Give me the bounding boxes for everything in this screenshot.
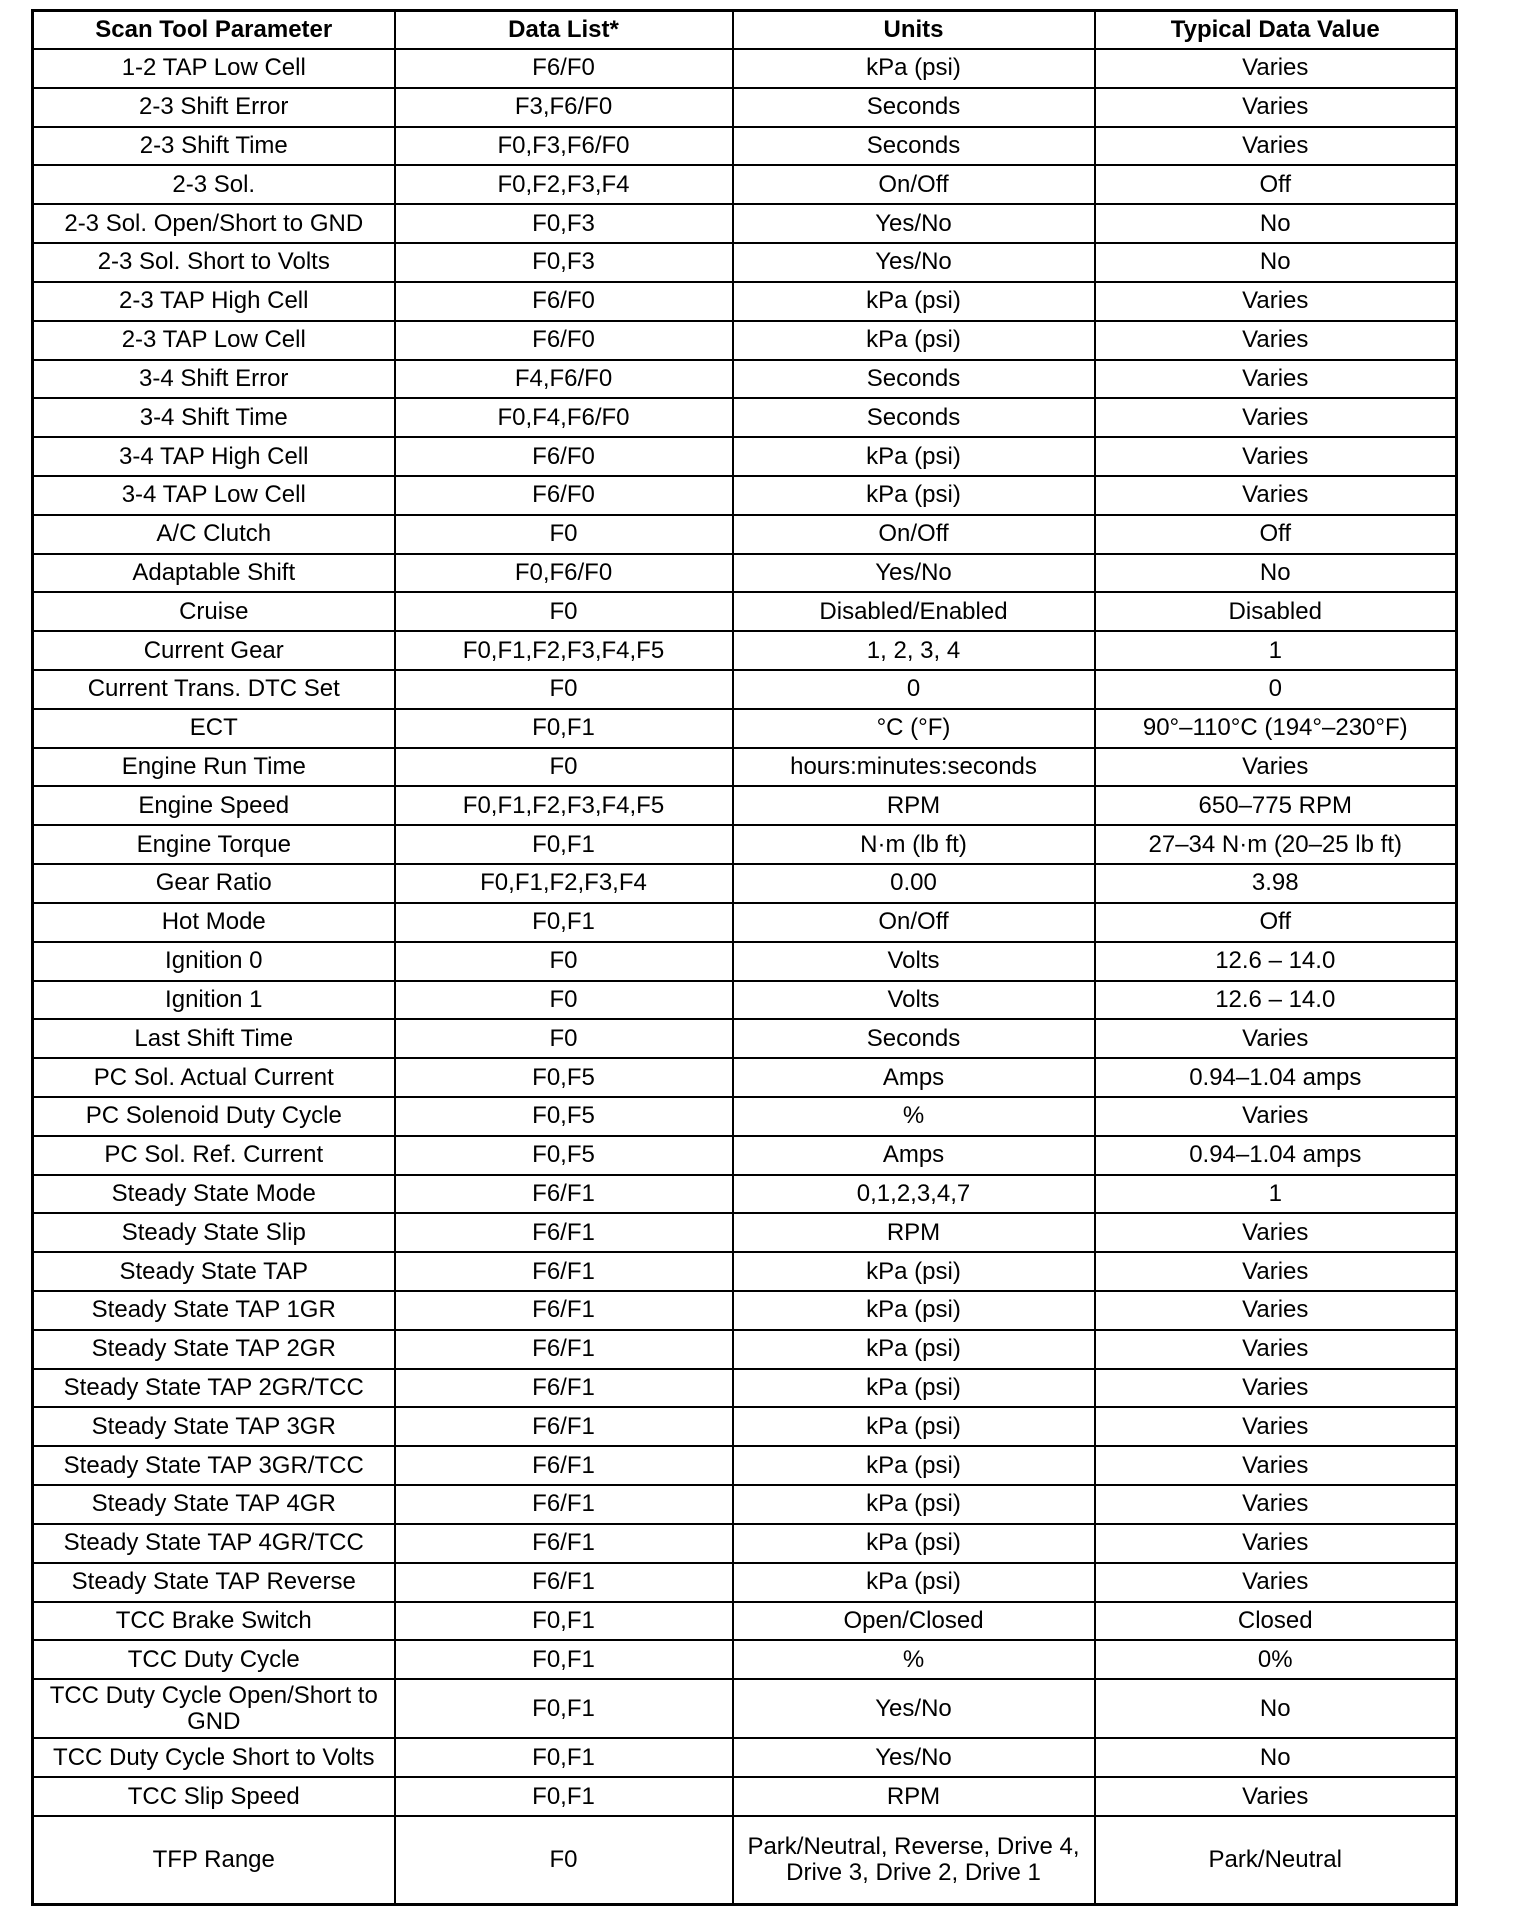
data-list-cell: F6/F1	[395, 1252, 733, 1291]
units-cell: Open/Closed	[733, 1602, 1095, 1641]
units-cell: Seconds	[733, 398, 1095, 437]
parameter-cell: 3-4 TAP High Cell	[33, 437, 395, 476]
table-row	[33, 1640, 1457, 1679]
typical-value-cell: No	[1095, 554, 1457, 593]
table-row	[33, 1446, 1457, 1485]
table-row	[33, 49, 1457, 88]
typical-value-cell: Off	[1095, 165, 1457, 204]
typical-value-cell: Varies	[1095, 1563, 1457, 1602]
parameter-cell: 3-4 TAP Low Cell	[33, 476, 395, 515]
parameter-cell: 2-3 Shift Time	[33, 127, 395, 166]
parameter-cell: A/C Clutch	[33, 515, 395, 554]
table-row	[33, 165, 1457, 204]
units-cell: On/Off	[733, 903, 1095, 942]
data-list-cell: F6/F1	[395, 1291, 733, 1330]
units-cell: Seconds	[733, 88, 1095, 127]
scan-tool-parameter-table	[31, 9, 1458, 1906]
data-list-cell: F0,F3,F6/F0	[395, 127, 733, 166]
parameter-cell: 2-3 TAP Low Cell	[33, 321, 395, 360]
table-row	[33, 631, 1457, 670]
typical-value-cell: Varies	[1095, 1019, 1457, 1058]
parameter-cell: PC Solenoid Duty Cycle	[33, 1097, 395, 1136]
parameter-cell: Last Shift Time	[33, 1019, 395, 1058]
parameter-cell: Engine Torque	[33, 825, 395, 864]
header-typical-data-value: Typical Data Value	[1095, 11, 1457, 50]
parameter-cell: ECT	[33, 709, 395, 748]
units-cell: Volts	[733, 942, 1095, 981]
table-row	[33, 1524, 1457, 1563]
data-list-cell: F6/F1	[395, 1213, 733, 1252]
parameter-table-sheet	[31, 9, 1455, 1906]
parameter-cell: Adaptable Shift	[33, 554, 395, 593]
typical-value-cell: Varies	[1095, 1097, 1457, 1136]
units-cell: %	[733, 1097, 1095, 1136]
units-cell: Amps	[733, 1058, 1095, 1097]
data-list-cell: F0,F1	[395, 1640, 733, 1679]
units-cell: %	[733, 1640, 1095, 1679]
typical-value-cell: No	[1095, 243, 1457, 282]
data-list-cell: F0	[395, 670, 733, 709]
typical-value-cell: Varies	[1095, 398, 1457, 437]
table-row	[33, 1213, 1457, 1252]
units-cell: kPa (psi)	[733, 282, 1095, 321]
units-cell: N·m (lb ft)	[733, 825, 1095, 864]
typical-value-cell: 3.98	[1095, 864, 1457, 903]
parameter-cell: Engine Run Time	[33, 748, 395, 787]
data-list-cell: F0	[395, 515, 733, 554]
data-list-cell: F0,F1,F2,F3,F4	[395, 864, 733, 903]
typical-value-cell: 0.94–1.04 amps	[1095, 1058, 1457, 1097]
table-row	[33, 709, 1457, 748]
data-list-cell: F0	[395, 1816, 733, 1905]
parameter-cell: Steady State TAP 3GR/TCC	[33, 1446, 395, 1485]
typical-value-cell: Varies	[1095, 127, 1457, 166]
table-row	[33, 1816, 1457, 1905]
data-list-cell: F0,F6/F0	[395, 554, 733, 593]
parameter-cell: Steady State TAP Reverse	[33, 1563, 395, 1602]
table-header-row	[33, 11, 1457, 50]
typical-value-cell: Varies	[1095, 49, 1457, 88]
table-row	[33, 360, 1457, 399]
data-list-cell: F0	[395, 942, 733, 981]
table-row	[33, 1407, 1457, 1446]
units-cell: kPa (psi)	[733, 1446, 1095, 1485]
units-cell: On/Off	[733, 515, 1095, 554]
data-list-cell: F6/F1	[395, 1330, 733, 1369]
data-list-cell: F6/F1	[395, 1563, 733, 1602]
data-list-cell: F3,F6/F0	[395, 88, 733, 127]
data-list-cell: F0,F2,F3,F4	[395, 165, 733, 204]
table-row	[33, 1679, 1457, 1738]
units-cell: kPa (psi)	[733, 1330, 1095, 1369]
parameter-cell: Current Gear	[33, 631, 395, 670]
data-list-cell: F6/F1	[395, 1446, 733, 1485]
parameter-cell: Steady State TAP 4GR/TCC	[33, 1524, 395, 1563]
units-cell: 0.00	[733, 864, 1095, 903]
table-row	[33, 825, 1457, 864]
table-body	[33, 49, 1457, 1905]
table-row	[33, 1602, 1457, 1641]
units-cell: Seconds	[733, 1019, 1095, 1058]
units-cell: On/Off	[733, 165, 1095, 204]
data-list-cell: F6/F0	[395, 321, 733, 360]
data-list-cell: F0,F1	[395, 1738, 733, 1777]
data-list-cell: F0	[395, 1019, 733, 1058]
parameter-cell: PC Sol. Actual Current	[33, 1058, 395, 1097]
typical-value-cell: Varies	[1095, 282, 1457, 321]
typical-value-cell: Closed	[1095, 1602, 1457, 1641]
header-scan-tool-parameter: Scan Tool Parameter	[33, 11, 395, 50]
parameter-cell: Steady State TAP	[33, 1252, 395, 1291]
parameter-cell: Engine Speed	[33, 786, 395, 825]
units-cell: 1, 2, 3, 4	[733, 631, 1095, 670]
table-row	[33, 592, 1457, 631]
typical-value-cell: 0%	[1095, 1640, 1457, 1679]
table-row	[33, 670, 1457, 709]
data-list-cell: F6/F1	[395, 1407, 733, 1446]
units-cell: hours:minutes:seconds	[733, 748, 1095, 787]
typical-value-cell: Off	[1095, 903, 1457, 942]
data-list-cell: F0,F3	[395, 204, 733, 243]
data-list-cell: F0	[395, 592, 733, 631]
units-cell: 0	[733, 670, 1095, 709]
table-row	[33, 786, 1457, 825]
parameter-cell: PC Sol. Ref. Current	[33, 1136, 395, 1175]
parameter-cell: Gear Ratio	[33, 864, 395, 903]
units-cell: kPa (psi)	[733, 1252, 1095, 1291]
units-cell: kPa (psi)	[733, 1524, 1095, 1563]
parameter-cell: 2-3 TAP High Cell	[33, 282, 395, 321]
typical-value-cell: 650–775 RPM	[1095, 786, 1457, 825]
data-list-cell: F0,F5	[395, 1097, 733, 1136]
table-row	[33, 243, 1457, 282]
header-units: Units	[733, 11, 1095, 50]
table-row	[33, 476, 1457, 515]
typical-value-cell: Varies	[1095, 1252, 1457, 1291]
typical-value-cell: 1	[1095, 631, 1457, 670]
data-list-cell: F4,F6/F0	[395, 360, 733, 399]
parameter-cell: Steady State Slip	[33, 1213, 395, 1252]
table-row	[33, 942, 1457, 981]
parameter-cell: 2-3 Shift Error	[33, 88, 395, 127]
table-row	[33, 981, 1457, 1020]
parameter-cell: TCC Duty Cycle	[33, 1640, 395, 1679]
parameter-cell: Ignition 1	[33, 981, 395, 1020]
units-cell: RPM	[733, 1777, 1095, 1816]
typical-value-cell: Varies	[1095, 748, 1457, 787]
typical-value-cell: Varies	[1095, 88, 1457, 127]
parameter-cell: TCC Brake Switch	[33, 1602, 395, 1641]
data-list-cell: F6/F0	[395, 437, 733, 476]
units-cell: kPa (psi)	[733, 321, 1095, 360]
table-row	[33, 1291, 1457, 1330]
typical-value-cell: Varies	[1095, 1777, 1457, 1816]
table-row	[33, 1058, 1457, 1097]
parameter-cell: Steady State TAP 1GR	[33, 1291, 395, 1330]
parameter-cell: Steady State TAP 3GR	[33, 1407, 395, 1446]
table-row	[33, 1252, 1457, 1291]
parameter-cell: Steady State TAP 2GR	[33, 1330, 395, 1369]
data-list-cell: F0,F1	[395, 1777, 733, 1816]
units-cell: Amps	[733, 1136, 1095, 1175]
typical-value-cell: Varies	[1095, 1369, 1457, 1408]
parameter-cell: 2-3 Sol. Short to Volts	[33, 243, 395, 282]
table-row	[33, 282, 1457, 321]
data-list-cell: F0,F1	[395, 825, 733, 864]
units-cell: Yes/No	[733, 243, 1095, 282]
units-cell: kPa (psi)	[733, 1563, 1095, 1602]
units-cell: Yes/No	[733, 204, 1095, 243]
units-cell: Park/Neutral, Reverse, Drive 4, Drive 3, Drive 2, Drive 1	[733, 1816, 1095, 1905]
units-cell: Seconds	[733, 360, 1095, 399]
units-cell: Yes/No	[733, 1679, 1095, 1738]
data-list-cell: F0,F1,F2,F3,F4,F5	[395, 631, 733, 670]
typical-value-cell: No	[1095, 204, 1457, 243]
units-cell: Seconds	[733, 127, 1095, 166]
data-list-cell: F0,F3	[395, 243, 733, 282]
table-row	[33, 554, 1457, 593]
typical-value-cell: Varies	[1095, 476, 1457, 515]
data-list-cell: F0,F1	[395, 709, 733, 748]
typical-value-cell: Varies	[1095, 1407, 1457, 1446]
units-cell: 0,1,2,3,4,7	[733, 1175, 1095, 1214]
typical-value-cell: 12.6 – 14.0	[1095, 942, 1457, 981]
units-cell: Yes/No	[733, 554, 1095, 593]
table-row	[33, 1136, 1457, 1175]
table-row	[33, 515, 1457, 554]
table-row	[33, 1738, 1457, 1777]
parameter-cell: Steady State TAP 4GR	[33, 1485, 395, 1524]
table-row	[33, 1097, 1457, 1136]
table-row	[33, 1563, 1457, 1602]
units-cell: kPa (psi)	[733, 1291, 1095, 1330]
data-list-cell: F0,F1	[395, 1679, 733, 1738]
typical-value-cell: Varies	[1095, 1213, 1457, 1252]
typical-value-cell: Varies	[1095, 1524, 1457, 1563]
parameter-cell: Steady State TAP 2GR/TCC	[33, 1369, 395, 1408]
typical-value-cell: Off	[1095, 515, 1457, 554]
table-row	[33, 1175, 1457, 1214]
typical-value-cell: 0.94–1.04 amps	[1095, 1136, 1457, 1175]
units-cell: Disabled/Enabled	[733, 592, 1095, 631]
units-cell: Yes/No	[733, 1738, 1095, 1777]
table-row	[33, 437, 1457, 476]
typical-value-cell: 90°–110°C (194°–230°F)	[1095, 709, 1457, 748]
typical-value-cell: No	[1095, 1738, 1457, 1777]
units-cell: RPM	[733, 1213, 1095, 1252]
typical-value-cell: Varies	[1095, 1485, 1457, 1524]
parameter-cell: TCC Duty Cycle Short to Volts	[33, 1738, 395, 1777]
table-row	[33, 1485, 1457, 1524]
table-row	[33, 864, 1457, 903]
units-cell: kPa (psi)	[733, 1407, 1095, 1446]
parameter-cell: TCC Duty Cycle Open/Short to GND	[33, 1679, 395, 1738]
table-row	[33, 1777, 1457, 1816]
units-cell: kPa (psi)	[733, 49, 1095, 88]
typical-value-cell: Varies	[1095, 1330, 1457, 1369]
units-cell: kPa (psi)	[733, 437, 1095, 476]
units-cell: Volts	[733, 981, 1095, 1020]
table-row	[33, 127, 1457, 166]
data-list-cell: F6/F1	[395, 1369, 733, 1408]
parameter-cell: TFP Range	[33, 1816, 395, 1905]
data-list-cell: F0,F4,F6/F0	[395, 398, 733, 437]
data-list-cell: F6/F1	[395, 1175, 733, 1214]
table-row	[33, 204, 1457, 243]
data-list-cell: F0	[395, 748, 733, 787]
typical-value-cell: 1	[1095, 1175, 1457, 1214]
data-list-cell: F0,F5	[395, 1136, 733, 1175]
table-row	[33, 1369, 1457, 1408]
parameter-cell: 2-3 Sol.	[33, 165, 395, 204]
data-list-cell: F6/F1	[395, 1485, 733, 1524]
data-list-cell: F0	[395, 981, 733, 1020]
table-row	[33, 321, 1457, 360]
typical-value-cell: 27–34 N·m (20–25 lb ft)	[1095, 825, 1457, 864]
typical-value-cell: Varies	[1095, 1446, 1457, 1485]
typical-value-cell: Park/Neutral	[1095, 1816, 1457, 1905]
data-list-cell: F6/F0	[395, 282, 733, 321]
parameter-cell: Cruise	[33, 592, 395, 631]
data-list-cell: F0,F1	[395, 903, 733, 942]
typical-value-cell: Varies	[1095, 437, 1457, 476]
typical-value-cell: Varies	[1095, 1291, 1457, 1330]
data-list-cell: F6/F1	[395, 1524, 733, 1563]
data-list-cell: F0,F1	[395, 1602, 733, 1641]
units-cell: kPa (psi)	[733, 1369, 1095, 1408]
typical-value-cell: Varies	[1095, 321, 1457, 360]
table-row	[33, 1019, 1457, 1058]
data-list-cell: F0,F5	[395, 1058, 733, 1097]
typical-value-cell: Varies	[1095, 360, 1457, 399]
typical-value-cell: Disabled	[1095, 592, 1457, 631]
data-list-cell: F0,F1,F2,F3,F4,F5	[395, 786, 733, 825]
parameter-cell: 3-4 Shift Time	[33, 398, 395, 437]
data-list-cell: F6/F0	[395, 49, 733, 88]
data-list-cell: F6/F0	[395, 476, 733, 515]
parameter-cell: 2-3 Sol. Open/Short to GND	[33, 204, 395, 243]
table-row	[33, 398, 1457, 437]
units-cell: kPa (psi)	[733, 476, 1095, 515]
table-row	[33, 748, 1457, 787]
typical-value-cell: No	[1095, 1679, 1457, 1738]
table-row	[33, 1330, 1457, 1369]
parameter-cell: Hot Mode	[33, 903, 395, 942]
header-data-list: Data List*	[395, 11, 733, 50]
parameter-cell: Steady State Mode	[33, 1175, 395, 1214]
parameter-cell: Current Trans. DTC Set	[33, 670, 395, 709]
units-cell: RPM	[733, 786, 1095, 825]
units-cell: kPa (psi)	[733, 1485, 1095, 1524]
typical-value-cell: 12.6 – 14.0	[1095, 981, 1457, 1020]
parameter-cell: Ignition 0	[33, 942, 395, 981]
parameter-cell: TCC Slip Speed	[33, 1777, 395, 1816]
table-row	[33, 88, 1457, 127]
table-row	[33, 903, 1457, 942]
parameter-cell: 1-2 TAP Low Cell	[33, 49, 395, 88]
typical-value-cell: 0	[1095, 670, 1457, 709]
parameter-cell: 3-4 Shift Error	[33, 360, 395, 399]
units-cell: °C (°F)	[733, 709, 1095, 748]
